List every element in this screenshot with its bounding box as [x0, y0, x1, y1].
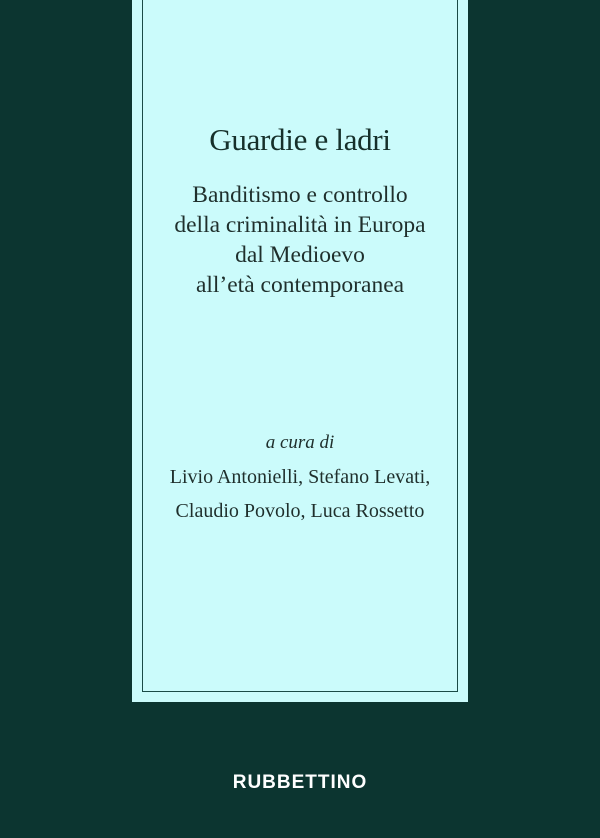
- curator-label: a cura di: [265, 432, 335, 453]
- subtitle-line: della criminalità in Europa: [174, 212, 426, 238]
- authors-line: Livio Antonielli, Stefano Levati,: [169, 466, 431, 488]
- title-panel: [132, 0, 468, 702]
- book-subtitle: [132, 180, 468, 300]
- panel-border: [142, 0, 458, 692]
- publisher-logo: RUBBETTINO: [232, 772, 368, 793]
- authors-line: Claudio Povolo, Luca Rossetto: [175, 500, 425, 522]
- subtitle-line: Banditismo e controllo: [192, 182, 408, 208]
- subtitle-line: all’età contemporanea: [195, 272, 405, 298]
- subtitle-line: dal Medioevo: [235, 242, 365, 268]
- book-title: Guardie e ladri: [209, 122, 391, 157]
- authors: [132, 460, 468, 528]
